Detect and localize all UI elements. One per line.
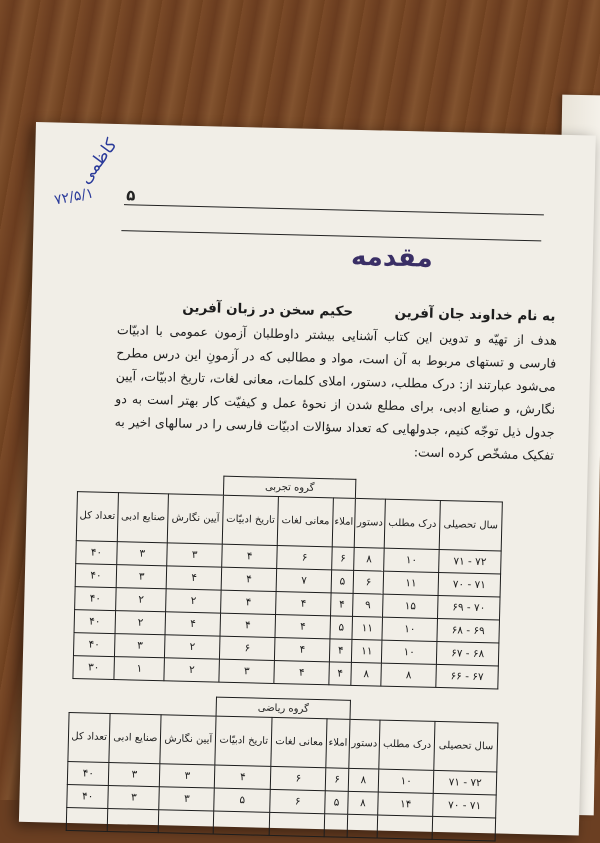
table-cell: ۷۰ - ۶۹	[438, 595, 501, 620]
table-cell: ۴۰	[67, 761, 109, 785]
table-cell: ۳	[108, 785, 160, 809]
table-cell: ۳	[160, 764, 216, 788]
handwritten-name: کاظمی	[75, 135, 122, 188]
table-cell: ۴	[329, 639, 352, 663]
opening-verse-right: به نام خداوند جان آفرین	[394, 304, 556, 325]
table-cell: ۳	[219, 659, 275, 683]
table-cell: ۲	[164, 658, 219, 682]
table-cell: ۴	[274, 660, 329, 684]
table-cell	[214, 811, 270, 835]
col-header: تعداد کل	[68, 712, 111, 762]
table-cell: ۸	[351, 662, 382, 686]
table-cell: ۱۱	[352, 616, 383, 640]
table-cell: ۴	[221, 567, 277, 591]
col-header: املاء	[326, 719, 350, 769]
table-cell: ۷۲ - ۷۱	[434, 770, 497, 795]
table-cell	[108, 808, 160, 832]
table-cell: ۹	[353, 593, 384, 617]
table-cell: ۳	[167, 543, 222, 567]
table-cell	[159, 810, 215, 834]
header-rule-bottom	[121, 230, 541, 241]
table-cell: ۶	[332, 547, 355, 571]
col-header: دستور	[349, 719, 380, 769]
table-cell: ۸	[381, 663, 436, 687]
table-cell: ۴۰	[76, 541, 118, 565]
handwritten-date: ۷۲/۵/۱	[53, 185, 95, 209]
table-cell: ۶	[353, 570, 384, 594]
table-cell: ۴۰	[75, 587, 117, 611]
table-cell: ۴	[329, 662, 352, 686]
table-cell: ۳	[117, 542, 168, 566]
table-cell: ۵	[325, 791, 348, 815]
table-cell: ۳۰	[73, 656, 115, 680]
table-cell	[377, 815, 433, 839]
col-header: معانی لغات	[271, 717, 327, 767]
group-label: گروه ریاضی	[216, 697, 350, 719]
table-cell: ۴	[221, 590, 277, 614]
table-cell: ۴	[165, 612, 220, 636]
table-cell: ۱۱	[383, 571, 438, 595]
table-cell: ۴۰	[74, 610, 116, 634]
col-header: درک مطلب	[379, 720, 436, 770]
book-page	[19, 122, 596, 835]
table-cell: ۷۲ - ۷۱	[439, 549, 502, 574]
table-cell: ۱۵	[383, 594, 438, 618]
table-cell: ۱۱	[352, 639, 383, 663]
table-body	[66, 761, 497, 840]
table-cell	[325, 814, 348, 838]
table-cell: ۴	[222, 544, 278, 568]
table-cell: ۴۰	[67, 784, 109, 808]
table-cell: ۴	[167, 566, 222, 590]
table-cell: ۶۹ - ۶۸	[437, 618, 500, 643]
table-cell: ۶۸ - ۶۷	[436, 641, 499, 666]
group-label: گروه تجربی	[223, 476, 356, 498]
table-cell: ۷۱ - ۷۰	[433, 793, 496, 818]
table-cell: ۶	[271, 766, 327, 790]
table-cell: ۷۱ - ۷۰	[438, 572, 501, 597]
table-cell: ۱۰	[382, 640, 437, 664]
col-header: آیین نگارش	[168, 494, 224, 544]
table-cell: ۴	[275, 638, 330, 662]
table-cell: ۶	[277, 546, 332, 570]
table-cell: ۱۰	[378, 769, 434, 793]
table-cell	[66, 807, 108, 831]
table-cell: ۷	[276, 569, 331, 593]
col-header: معانی لغات	[278, 497, 334, 547]
col-header: درک مطلب	[384, 499, 440, 549]
col-header: تاریخ ادبیّات	[222, 495, 279, 545]
col-header: آیین نگارش	[160, 715, 216, 765]
table-cell: ۴	[220, 613, 276, 637]
header-rule-top	[124, 204, 544, 215]
table-cell: ۱۰	[382, 617, 437, 641]
table-cell: ۲	[116, 588, 167, 612]
table-cell	[347, 814, 378, 838]
col-header: تاریخ ادبیّات	[215, 716, 272, 766]
col-header: صنایع ادبی	[117, 493, 169, 543]
table-cell: ۲	[166, 589, 221, 613]
col-header: سال تحصیلی	[434, 721, 498, 772]
table-cell: ۴	[276, 592, 331, 616]
table-cell: ۱۴	[378, 792, 434, 816]
table-cell: ۱	[114, 657, 165, 681]
table-cell	[269, 812, 325, 836]
table-cell: ۳	[116, 565, 167, 589]
table-cell: ۴	[275, 615, 330, 639]
table-cell: ۵	[330, 616, 353, 640]
table-math-group	[66, 693, 499, 841]
table-cell: ۴۰	[75, 564, 117, 588]
table-cell: ۲	[115, 611, 166, 635]
table-cell	[433, 816, 496, 841]
opening-verse-left: حکیم سخن در زبان آفرین	[182, 299, 354, 320]
table-cell: ۵	[331, 570, 354, 594]
table-body	[73, 541, 501, 689]
page-number: ۵	[126, 186, 136, 205]
table-cell: ۳	[114, 634, 165, 658]
table-cell: ۸	[347, 791, 378, 815]
table-cell: ۸	[348, 768, 379, 792]
table-experimental-group	[72, 472, 503, 689]
table-cell: ۶۷ - ۶۶	[436, 664, 499, 689]
col-header: دستور	[354, 498, 385, 548]
table-cell: ۳	[159, 787, 215, 811]
table-cell: ۴	[331, 593, 354, 617]
table-cell: ۴	[215, 765, 271, 789]
intro-paragraph: هدف از تهیّه و تدوین این کتاب آشنایی بیشتر داوطلبان آزمون عمومی با ادبیّات فارسی و تستهای مربوط به آن است، مواد و مطالبی که در آزمونِ این درس مطرح می‌شود عبارتند از: درک مطلب، دستور، املای کلمات، معانی لغات، تاریخ ادبیّات، آیین نگارش، و صنایع ادبی، برای مطلع شدن از نحوهٔ عمل و کیفیّت کار بهتر است به دو جدول ذیل توجّه کنیم، جدولهایی که تعداد سؤالات ادبیّات فارسی را در سالهای اخیر به تفکیک مشخّص کرده است:	[114, 322, 558, 463]
table-cell: ۴۰	[73, 633, 115, 657]
col-header: صنایع ادبی	[109, 713, 161, 763]
table-cell: ۵	[214, 788, 270, 812]
table-cell: ۱۰	[384, 548, 439, 572]
col-header: تعداد کل	[76, 492, 118, 542]
page-title: مقدمه	[350, 241, 434, 274]
table-cell: ۲	[165, 635, 220, 659]
table-cell: ۳	[109, 762, 161, 786]
table-cell: ۶	[219, 636, 275, 660]
table-cell: ۶	[326, 768, 349, 792]
table-cell: ۸	[354, 547, 385, 571]
col-header: املاء	[332, 498, 355, 548]
col-header: سال تحصیلی	[439, 500, 502, 550]
table-cell: ۶	[270, 789, 326, 813]
